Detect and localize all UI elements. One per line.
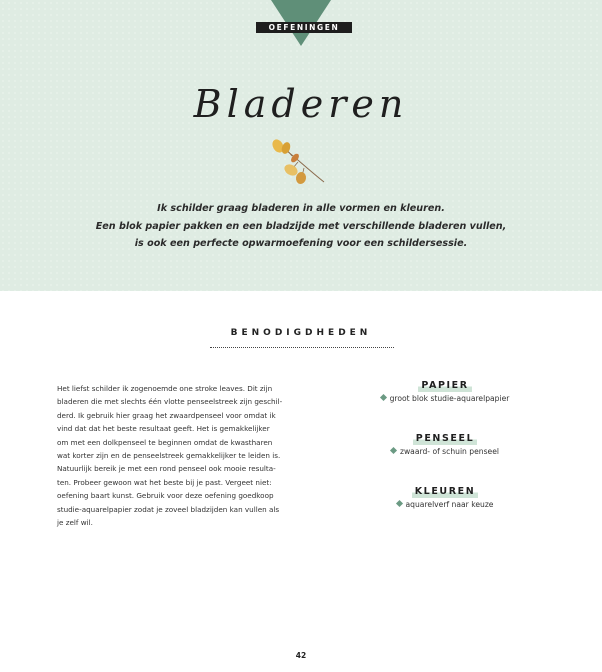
material-item: zwaard- of schuin penseel (399, 447, 499, 456)
body-line: Natuurlijk bereik je met een rond penseel ook mooie resulta- (57, 464, 276, 474)
body-line: wat korter zijn en de penseelstreek gemakkelijker te leiden is. (57, 451, 281, 461)
body-line: om met een dolkpenseel te beginnen omdat de kwastharen (57, 437, 273, 447)
diamond-bullet-icon (395, 500, 402, 507)
dotted-divider (210, 347, 394, 348)
material-brush (340, 426, 550, 456)
intro-text (60, 200, 542, 253)
body-line: vind dat dat het beste resultaat geeft. Het is gemakkelijker (57, 424, 270, 434)
page-number: 42 (295, 651, 307, 660)
diamond-bullet-icon (390, 447, 397, 454)
body-line: ten. Probeer gewoon wat het beste bij je past. Vergeet niet: (57, 477, 272, 487)
intro-line: is ook een perfecte opwarmoefening voor een schildersessie. (134, 238, 468, 249)
body-line: studie-aquarelpapier zodat je zoveel bladzijden kan vullen als (57, 504, 280, 514)
material-colors (340, 479, 550, 509)
material-item: groot blok studie-aquarelpapier (389, 394, 510, 403)
body-line: Het liefst schilder ik zogenoemde one stroke leaves. Dit zijn (57, 384, 273, 393)
material-heading: PAPIER (418, 380, 471, 392)
material-heading: KLEUREN (412, 486, 479, 498)
body-text (57, 382, 303, 529)
body-line: bladeren die met slechts één vlotte penseelstreek zijn geschil- (57, 397, 283, 407)
material-paper (340, 373, 550, 403)
page-title: Bladeren (193, 82, 409, 126)
body-line: je zelf wil. (57, 518, 93, 528)
body-line: oefening baart kunst. Gebruik voor deze oefening goedkoop (57, 491, 274, 501)
diamond-bullet-icon (380, 394, 387, 401)
material-heading: PENSEEL (413, 433, 477, 445)
intro-line: Ik schilder graag bladeren in alle vormen en kleuren. (157, 203, 445, 214)
intro-line: Een blok papier pakken en een bladzijde met verschillende bladeren vullen, (95, 220, 507, 232)
leaf-illustration-icon (268, 138, 328, 186)
requirements-title: BENODIGDHEDEN (230, 328, 372, 338)
body-line: derd. Ik gebruik hier graag het zwaardpenseel voor omdat ik (57, 410, 276, 420)
section-label: OEFENINGEN (256, 22, 352, 33)
material-item: aquarelverf naar keuze (405, 500, 494, 509)
